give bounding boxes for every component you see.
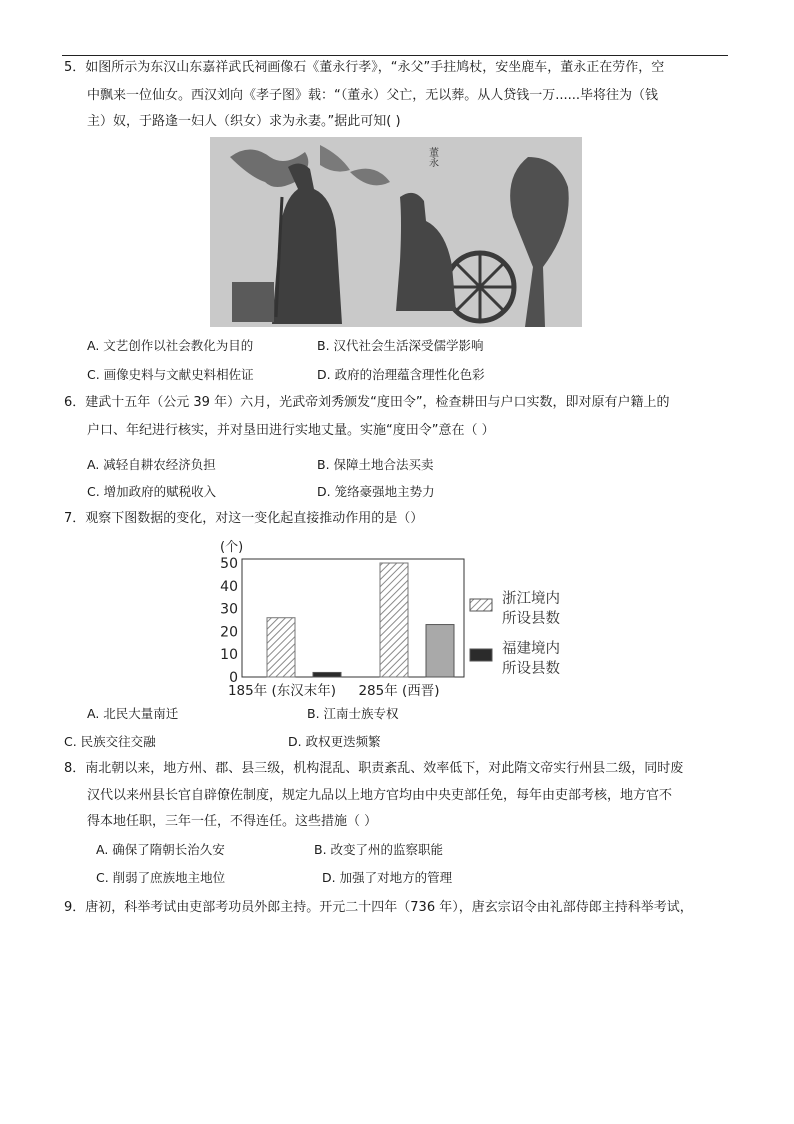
q8-option-b[interactable]: B. 改变了州的监察职能 bbox=[314, 842, 444, 857]
q5-option-c[interactable]: C. 画像史料与文献史料相佐证 bbox=[87, 367, 254, 382]
q5-line-3: 主）奴，于路逢一妇人（织女）求为永妻。”据此可知( ) bbox=[87, 114, 401, 129]
q6-option-a[interactable]: A. 减轻自耕农经济负担 bbox=[87, 457, 216, 472]
bar-zhejiang-1 bbox=[380, 563, 408, 677]
chart-y-unit: (个) bbox=[220, 540, 244, 555]
q5-option-d[interactable]: D. 政府的治理蕴含理性化色彩 bbox=[317, 367, 485, 382]
relief-caption: 董永 bbox=[426, 147, 438, 167]
q8-option-c[interactable]: C. 削弱了庶族地主地位 bbox=[96, 870, 226, 885]
q8-line-3: 得本地任职，三年一任，不得连任。这些措施（ ） bbox=[87, 814, 378, 829]
q6-option-d[interactable]: D. 笼络豪强地主势力 bbox=[317, 484, 435, 499]
y-tick-label: 0 bbox=[229, 670, 238, 686]
y-tick-label: 50 bbox=[220, 556, 238, 572]
legend-label: 浙江境内 bbox=[502, 591, 560, 607]
y-tick-label: 40 bbox=[220, 578, 238, 595]
q6-option-b[interactable]: B. 保障土地合法买卖 bbox=[317, 457, 434, 472]
x-category-label: 185年 (东汉末年) bbox=[227, 683, 337, 699]
han-stone-relief-image bbox=[210, 137, 582, 327]
legend-swatch-zhejiang bbox=[470, 599, 492, 611]
q8-line-2: 汉代以来州县长官自辟僚佐制度，规定九品以上地方官均由中央吏部任免，每年由吏部考核，地方官不 bbox=[87, 788, 673, 803]
bar-fujian-1 bbox=[426, 625, 454, 677]
q5-line-1: 5．如图所示为东汉山东嘉祥武氏祠画像石《董永行孝》，“永父”手拄鸠杖，安坐鹿车，董永正在劳作，空 bbox=[64, 60, 665, 75]
y-tick-label: 30 bbox=[220, 601, 238, 618]
top-rule bbox=[62, 55, 728, 56]
x-category-label: 285年 (西晋) bbox=[358, 683, 440, 699]
legend-label: 所设县数 bbox=[502, 611, 560, 627]
bar-fujian-0 bbox=[313, 672, 341, 677]
legend-swatch-fujian bbox=[470, 649, 492, 661]
y-tick-label: 20 bbox=[220, 624, 238, 641]
bar-zhejiang-0 bbox=[267, 618, 295, 677]
q7-option-a[interactable]: A. 北民大量南迁 bbox=[87, 706, 179, 721]
q6-option-c[interactable]: C. 增加政府的赋税收入 bbox=[87, 484, 217, 499]
legend-label: 所设县数 bbox=[502, 661, 560, 677]
q7-option-c[interactable]: C. 民族交往交融 bbox=[64, 734, 156, 749]
county-count-chart bbox=[212, 535, 592, 705]
q9-line-1: 9．唐初，科举考试由吏部考功员外郎主持。开元二十四年（736 年），唐玄宗诏令由礼部侍郎主持科举考试， bbox=[64, 900, 693, 915]
q5-option-a[interactable]: A. 文艺创作以社会教化为目的 bbox=[87, 338, 254, 353]
q5-line-2: 中飘来一位仙女。西汉刘向《孝子图》载：“（董永）父亡，无以葬。从人贷钱一万......毕将往为（钱 bbox=[87, 88, 659, 103]
q6-line-2: 户口、年纪进行核实，并对垦田进行实地丈量。实施“度田令”意在（ ） bbox=[87, 423, 495, 438]
q6-line-1: 6．建武十五年（公元 39 年）六月，光武帝刘秀颁发“度田令”，检查耕田与户口实数，即对原有户籍上的 bbox=[64, 395, 670, 410]
q8-option-d[interactable]: D. 加强了对地方的管理 bbox=[322, 870, 453, 885]
q8-line-1: 8．南北朝以来，地方州、郡、县三级，机构混乱、职责紊乱、效率低下，对此隋文帝实行州县二级，同时废 bbox=[64, 761, 684, 776]
basket-figure bbox=[232, 282, 274, 322]
y-tick-label: 10 bbox=[220, 647, 238, 664]
q7-option-d[interactable]: D. 政权更迭频繁 bbox=[288, 734, 381, 749]
q7-option-b[interactable]: B. 江南士族专权 bbox=[307, 706, 399, 721]
legend-label: 福建境内 bbox=[502, 641, 560, 657]
q7-line-1: 7．观察下图数据的变化，对这一变化起直接推动作用的是（） bbox=[64, 511, 424, 526]
q8-option-a[interactable]: A. 确保了隋朝长治久安 bbox=[96, 842, 225, 857]
q5-option-b[interactable]: B. 汉代社会生活深受儒学影响 bbox=[317, 338, 484, 353]
